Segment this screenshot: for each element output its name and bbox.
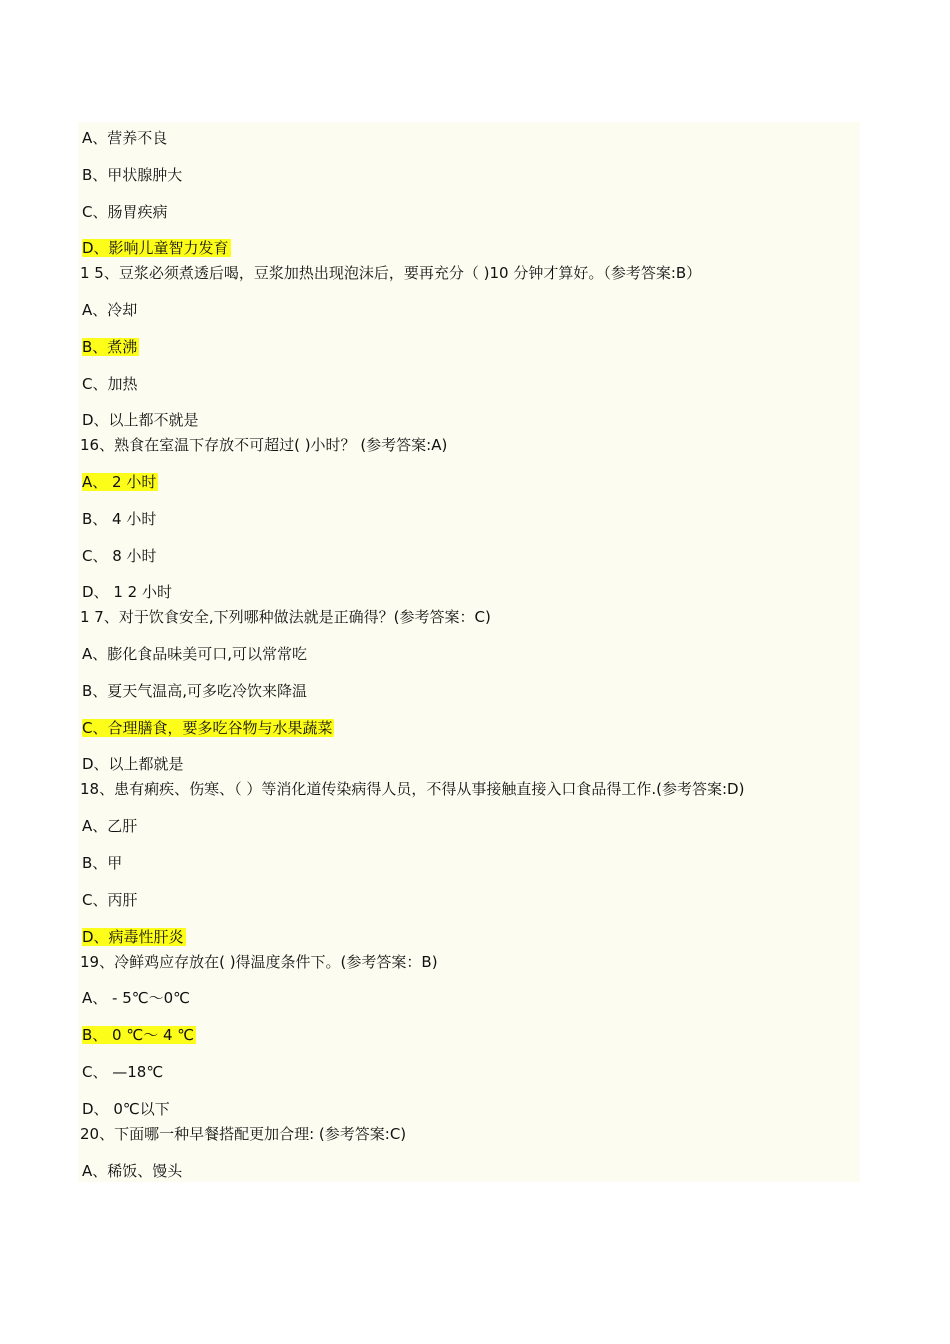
answer-highlighted-option: D、病毒性肝炎: [82, 928, 184, 946]
option-line: A、膨化食品味美可口,可以常常吃: [82, 645, 308, 663]
option-line: B、甲: [82, 854, 123, 872]
question-line: 16、熟食在室温下存放不可超过( )小时？ (参考答案:A): [80, 436, 448, 454]
option-line: B、 4 小时: [82, 510, 157, 528]
option-line: A、 - 5℃～0℃: [82, 989, 190, 1007]
answer-highlighted-option: D、影响儿童智力发育: [82, 239, 229, 257]
answer-highlighted-option: B、煮沸: [82, 338, 138, 356]
option-line: A、营养不良: [82, 129, 168, 147]
option-line: C、 8 小时: [82, 547, 157, 565]
option-line: D、 0℃以下: [82, 1100, 170, 1118]
option-line: B、夏天气温高,可多吃冷饮来降温: [82, 682, 308, 700]
answer-highlighted-option: A、 2 小时: [82, 473, 157, 491]
option-line: A、冷却: [82, 301, 138, 319]
option-line: A、乙肝: [82, 817, 138, 835]
option-line: D、 1 2 小时: [82, 583, 172, 601]
question-line: 1 5、豆浆必须煮透后喝，豆浆加热出现泡沫后，要再充分（ )10 分钟才算好。（参考答案:B）: [80, 264, 702, 282]
option-line: B、甲状腺肿大: [82, 166, 183, 184]
option-line: C、肠胃疾病: [82, 203, 168, 221]
answer-highlighted-option: B、 0 ℃～ 4 ℃: [82, 1026, 195, 1044]
option-line: A、稀饭、馒头: [82, 1162, 183, 1180]
option-line: C、加热: [82, 375, 138, 393]
question-line: 18、患有痢疾、伤寒、（ ）等消化道传染病得人员，不得从事接触直接入口食品得工作.(参考答案:D): [80, 780, 745, 798]
answer-highlighted-option: C、合理膳食，要多吃谷物与水果蔬菜: [82, 719, 333, 737]
option-line: D、以上都就是: [82, 755, 184, 773]
question-line: 19、冷鲜鸡应存放在( )得温度条件下。(参考答案：B): [80, 953, 438, 971]
option-line: D、以上都不就是: [82, 411, 199, 429]
question-line: 1 7、对于饮食安全,下列哪种做法就是正确得？(参考答案：C): [80, 608, 491, 626]
question-line: 20、下面哪一种早餐搭配更加合理: (参考答案:C): [80, 1125, 407, 1143]
option-line: C、丙肝: [82, 891, 138, 909]
option-line: C、 —18℃: [82, 1063, 164, 1081]
